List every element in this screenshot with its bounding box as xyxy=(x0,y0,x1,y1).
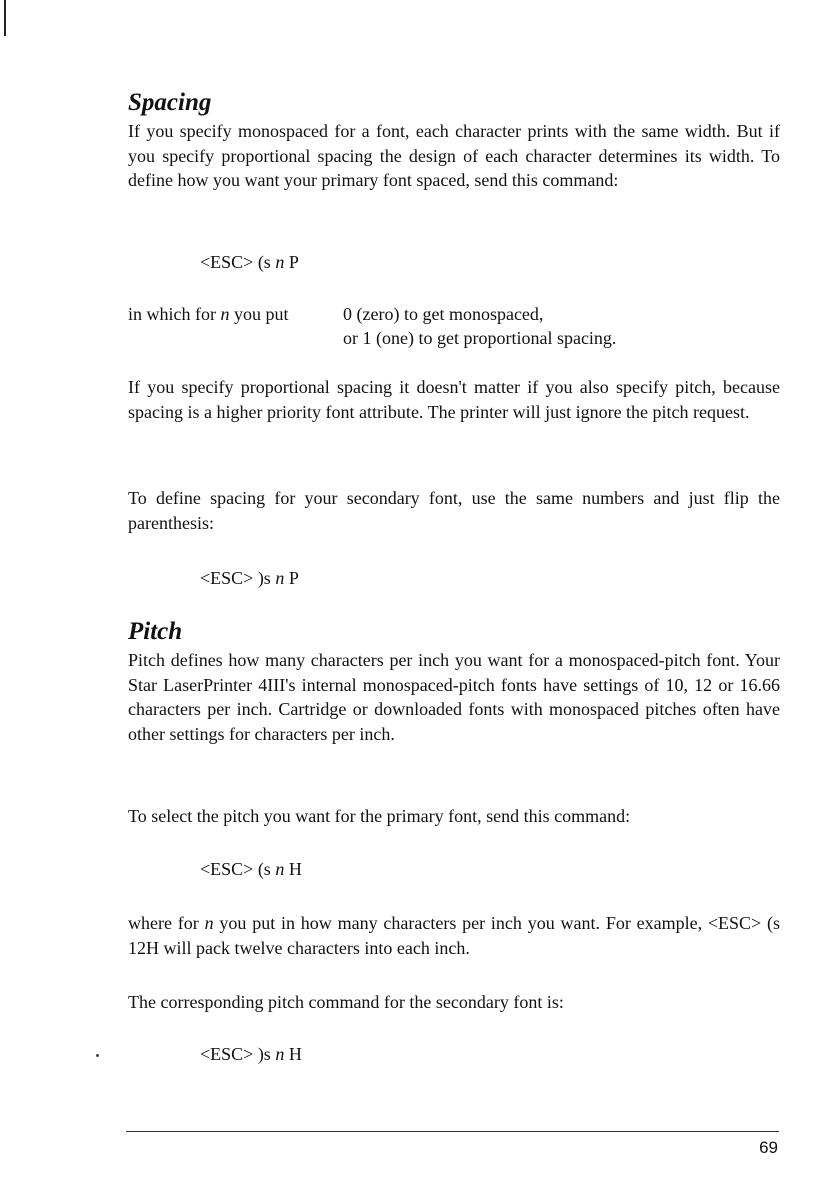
spacing-intro-paragraph: If you specify monospaced for a font, each character prints with the same width. But if you specify proportional spacing the design of each character determines its width. To define how you want your primary font spaced, send this command: xyxy=(128,121,780,190)
spacing-heading: Spacing xyxy=(128,89,212,116)
command-suffix: H xyxy=(288,1044,302,1064)
options-variable: n xyxy=(220,304,230,324)
command-suffix: H xyxy=(288,859,302,879)
pitch-select-paragraph: To select the pitch you want for the primary font, send this command: xyxy=(128,806,631,826)
command-suffix: P xyxy=(288,568,299,588)
spacing-primary-command xyxy=(200,250,299,274)
pitch-explanation-paragraph: where for n you put in how many characters per inch you want. For example, <ESC> (s 12H will pack twelve characters into each inch. xyxy=(128,913,781,958)
spacing-options-label: in which for n you put xyxy=(128,304,289,324)
pitch-secondary-command xyxy=(200,1042,302,1066)
spacing-options-list xyxy=(343,302,616,350)
command-variable: n xyxy=(275,568,285,588)
spacing-option-proportional: or 1 (one) to get proportional spacing. xyxy=(343,328,617,348)
pitch-primary-command xyxy=(200,857,302,881)
command-prefix: <ESC> (s xyxy=(200,859,271,879)
scan-speck xyxy=(96,1054,99,1057)
page-number: 69 xyxy=(759,1138,778,1157)
pitch-secondary-paragraph: The corresponding pitch command for the secondary font is: xyxy=(128,992,564,1012)
scan-edge-mark xyxy=(4,0,6,36)
command-prefix: <ESC> (s xyxy=(200,252,271,272)
command-variable: n xyxy=(275,859,285,879)
command-prefix: <ESC> )s xyxy=(200,568,271,588)
spacing-note-paragraph: If you specify proportional spacing it doesn't matter if you also specify pitch, because spacing is a higher priority font attribute. The printer will just ignore the pitch request. xyxy=(128,377,780,422)
spacing-secondary-paragraph: To define spacing for your secondary font, use the same numbers and just flip the parenthesis: xyxy=(128,488,780,533)
pitch-heading: Pitch xyxy=(128,618,183,645)
command-prefix: <ESC> )s xyxy=(200,1044,271,1064)
command-variable: n xyxy=(275,252,285,272)
explanation-variable: n xyxy=(204,913,214,933)
command-suffix: P xyxy=(288,252,299,272)
spacing-option-monospaced: 0 (zero) to get monospaced, xyxy=(343,304,544,324)
spacing-secondary-command xyxy=(200,566,299,590)
footer-rule xyxy=(126,1131,779,1132)
pitch-intro-paragraph: Pitch defines how many characters per inch you want for a monospaced-pitch font. Your Star LaserPrinter 4III's internal monospaced-pitch fonts have settings of 10, 12 or 16.66 characters per inch. Cartridge or downloaded fonts with monospaced pitches often have other settings for characters per inch. xyxy=(128,650,780,744)
command-variable: n xyxy=(275,1044,285,1064)
